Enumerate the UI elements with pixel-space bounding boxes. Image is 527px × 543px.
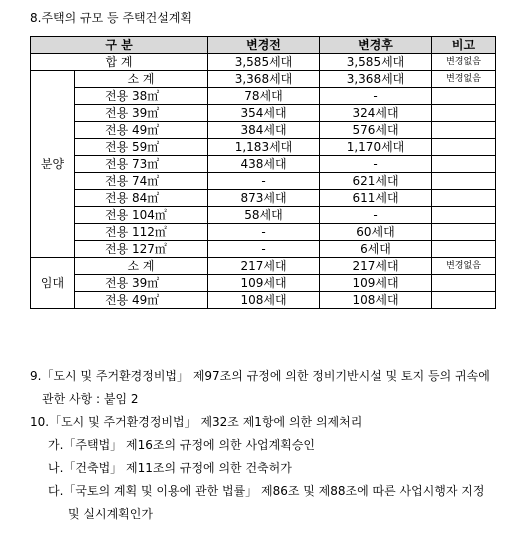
- row-remark: [432, 105, 496, 122]
- total-after: 3,585세대: [320, 54, 432, 71]
- rent-subtotal-row: [31, 258, 496, 275]
- row-before: 438세대: [208, 156, 320, 173]
- header-remark: 비고: [432, 37, 496, 54]
- row-label: 전용 49㎡: [75, 292, 208, 309]
- table-header-row: [31, 37, 496, 54]
- table-row: [31, 173, 496, 190]
- row-label: 전용 39㎡: [75, 275, 208, 292]
- notes-section: [30, 366, 510, 527]
- table-row: [31, 207, 496, 224]
- row-remark: [432, 207, 496, 224]
- header-after: 변경후: [320, 37, 432, 54]
- table-row: [31, 156, 496, 173]
- row-remark: [432, 275, 496, 292]
- row-after: 108세대: [320, 292, 432, 309]
- rent-subtotal-before: 217세대: [208, 258, 320, 275]
- row-before: 384세대: [208, 122, 320, 139]
- total-before: 3,585세대: [208, 54, 320, 71]
- total-remark: 변경없음: [432, 54, 496, 71]
- row-before: 109세대: [208, 275, 320, 292]
- row-before: 1,183세대: [208, 139, 320, 156]
- total-label: 합 계: [31, 54, 208, 71]
- row-remark: [432, 139, 496, 156]
- table-row: [31, 139, 496, 156]
- row-label: 전용 112㎡: [75, 224, 208, 241]
- row-remark: [432, 88, 496, 105]
- row-remark: [432, 173, 496, 190]
- row-after: 611세대: [320, 190, 432, 207]
- row-after: -: [320, 207, 432, 224]
- row-before: 58세대: [208, 207, 320, 224]
- row-before: -: [208, 173, 320, 190]
- row-after: -: [320, 156, 432, 173]
- sale-subtotal-after: 3,368세대: [320, 71, 432, 88]
- note-item10-b: 나.「건축법」 제11조의 규정에 의한 건축허가: [48, 461, 292, 475]
- section-title: 8.주택의 규모 등 주택건설계획: [30, 11, 192, 25]
- row-remark: [432, 224, 496, 241]
- row-remark: [432, 190, 496, 207]
- row-after: 621세대: [320, 173, 432, 190]
- row-remark: [432, 156, 496, 173]
- housing-plan-table: [30, 36, 496, 309]
- header-before: 변경전: [208, 37, 320, 54]
- row-label: 전용 73㎡: [75, 156, 208, 173]
- note-item10-a: 가.「주택법」 제16조의 규정에 의한 사업계획승인: [48, 438, 315, 452]
- row-before: 78세대: [208, 88, 320, 105]
- table-row: [31, 190, 496, 207]
- row-after: -: [320, 88, 432, 105]
- row-before: 873세대: [208, 190, 320, 207]
- row-before: 354세대: [208, 105, 320, 122]
- row-label: 전용 127㎡: [75, 241, 208, 258]
- note-item10: 10.「도시 및 주거환경정비법」 제32조 제1항에 의한 의제처리: [30, 415, 363, 429]
- row-after: 109세대: [320, 275, 432, 292]
- row-after: 324세대: [320, 105, 432, 122]
- row-label: 전용 38㎡: [75, 88, 208, 105]
- sale-subtotal-remark: 변경없음: [432, 71, 496, 88]
- table-row: [31, 105, 496, 122]
- row-label: 전용 49㎡: [75, 122, 208, 139]
- row-remark: [432, 241, 496, 258]
- row-before: -: [208, 224, 320, 241]
- rent-subtotal-label: 소 계: [75, 258, 208, 275]
- row-label: 전용 39㎡: [75, 105, 208, 122]
- rent-group-label: 임대: [31, 258, 75, 309]
- rent-subtotal-after: 217세대: [320, 258, 432, 275]
- row-label: 전용 59㎡: [75, 139, 208, 156]
- sale-subtotal-label: 소 계: [75, 71, 208, 88]
- row-after: 6세대: [320, 241, 432, 258]
- note-item10-c-line2: 및 실시계획인가: [68, 507, 153, 521]
- note-item9-line2: 관한 사항 : 붙임 2: [42, 392, 139, 406]
- sale-subtotal-before: 3,368세대: [208, 71, 320, 88]
- row-remark: [432, 292, 496, 309]
- table-row: [31, 275, 496, 292]
- row-after: 576세대: [320, 122, 432, 139]
- row-label: 전용 74㎡: [75, 173, 208, 190]
- note-item10-c-line1: 다.「국토의 계획 및 이용에 관한 법률」 제86조 및 제88조에 따른 사업시행자 지정: [48, 484, 485, 498]
- table-row: [31, 241, 496, 258]
- table-row: [31, 122, 496, 139]
- table-row: [31, 88, 496, 105]
- total-row: [31, 54, 496, 71]
- row-label: 전용 84㎡: [75, 190, 208, 207]
- row-remark: [432, 122, 496, 139]
- sale-subtotal-row: [31, 71, 496, 88]
- table-row: [31, 292, 496, 309]
- row-label: 전용 104㎡: [75, 207, 208, 224]
- row-after: 1,170세대: [320, 139, 432, 156]
- header-category: 구 분: [31, 37, 208, 54]
- note-item9-line1: 9.「도시 및 주거환경정비법」 제97조의 규정에 의한 정비기반시설 및 토지 등의 귀속에: [30, 369, 490, 383]
- sale-group-label: 분양: [31, 71, 75, 258]
- table-row: [31, 224, 496, 241]
- rent-subtotal-remark: 변경없음: [432, 258, 496, 275]
- row-before: -: [208, 241, 320, 258]
- row-after: 60세대: [320, 224, 432, 241]
- row-before: 108세대: [208, 292, 320, 309]
